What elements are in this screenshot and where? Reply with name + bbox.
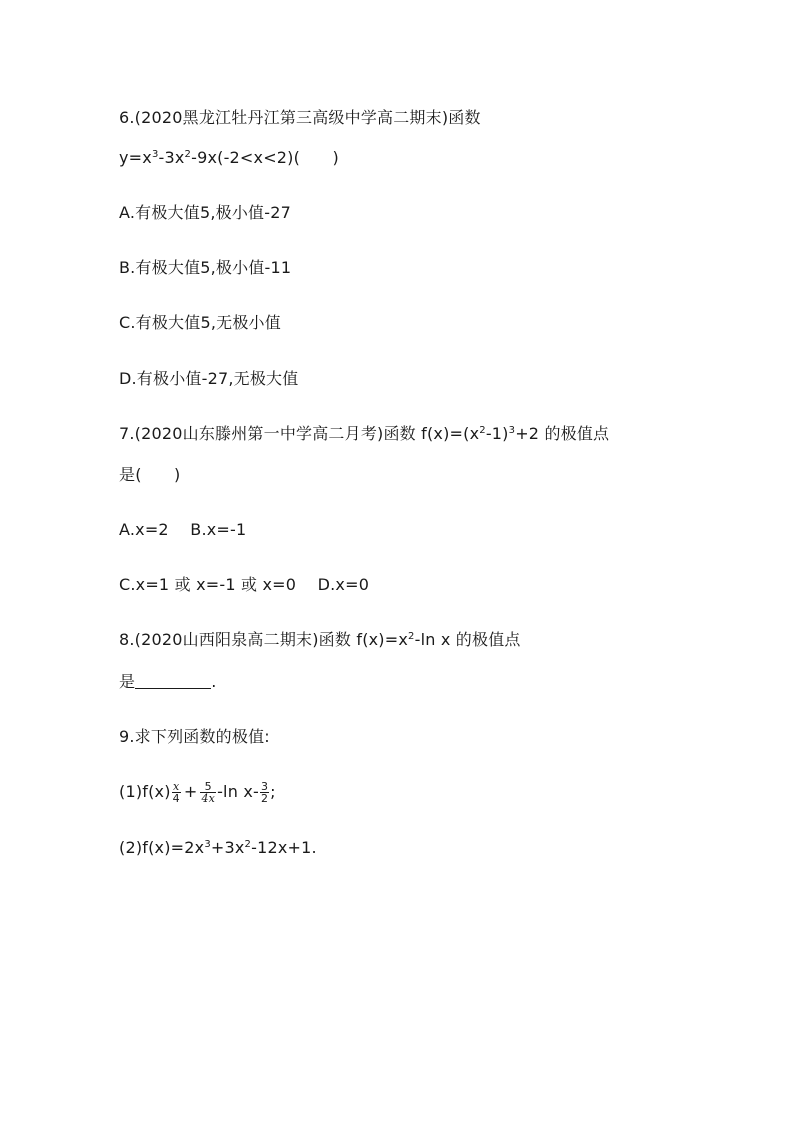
- q6-option-c: C.有极大值5,无极小值: [119, 313, 281, 332]
- q8-stem-line1: 8.(2020山西阳泉高二期末)函数 $f(x)=x^2-\ln$ x 的极值点: [119, 630, 521, 649]
- fraction-3-over-2: $\frac{3}{2}$: [260, 780, 269, 805]
- q9-stem: 9.求下列函数的极值:: [119, 727, 270, 746]
- q9-part2: $(2)f(x)=2x^3+3x^2-12x+1$.: [119, 838, 317, 857]
- q6-option-b: B.有极大值5,极小值-11: [119, 258, 292, 277]
- q7-options-row2: C.x=1 或 x=-1 或 x=0 D.x=0: [119, 575, 370, 594]
- q6-formula: $y=x^3-3x^2-9x(-2<x<2)$( ): [119, 148, 339, 167]
- q7-stem-line2: 是( ): [119, 465, 181, 484]
- q8-stem-line2: 是 .: [119, 672, 217, 691]
- fraction-x-over-4: $\frac{x}{4}$: [172, 780, 180, 805]
- fraction-5-over-4x: $\frac{5}{4x}$: [201, 780, 216, 805]
- q7-options-row1: A.x=2 B.x=-1: [119, 520, 247, 539]
- q6-option-a: A.有极大值5,极小值-27: [119, 203, 291, 222]
- answer-blank: [135, 687, 211, 689]
- q9-part1: (1)f(x) $\frac{x}{4}$ + $\frac{5}{4x}$ -ln x- $\frac{3}{2}$ ;: [119, 780, 276, 805]
- q7-stem-line1: 7.(2020山东滕州第一中学高二月考)函数 $f(x)=(x^2-1)^3+2$ 的极值点: [119, 424, 610, 443]
- q6-option-d: D.有极小值-27,无极大值: [119, 369, 299, 388]
- q6-stem-line1: 6.(2020黑龙江牡丹江第三高级中学高二期末)函数: [119, 108, 481, 127]
